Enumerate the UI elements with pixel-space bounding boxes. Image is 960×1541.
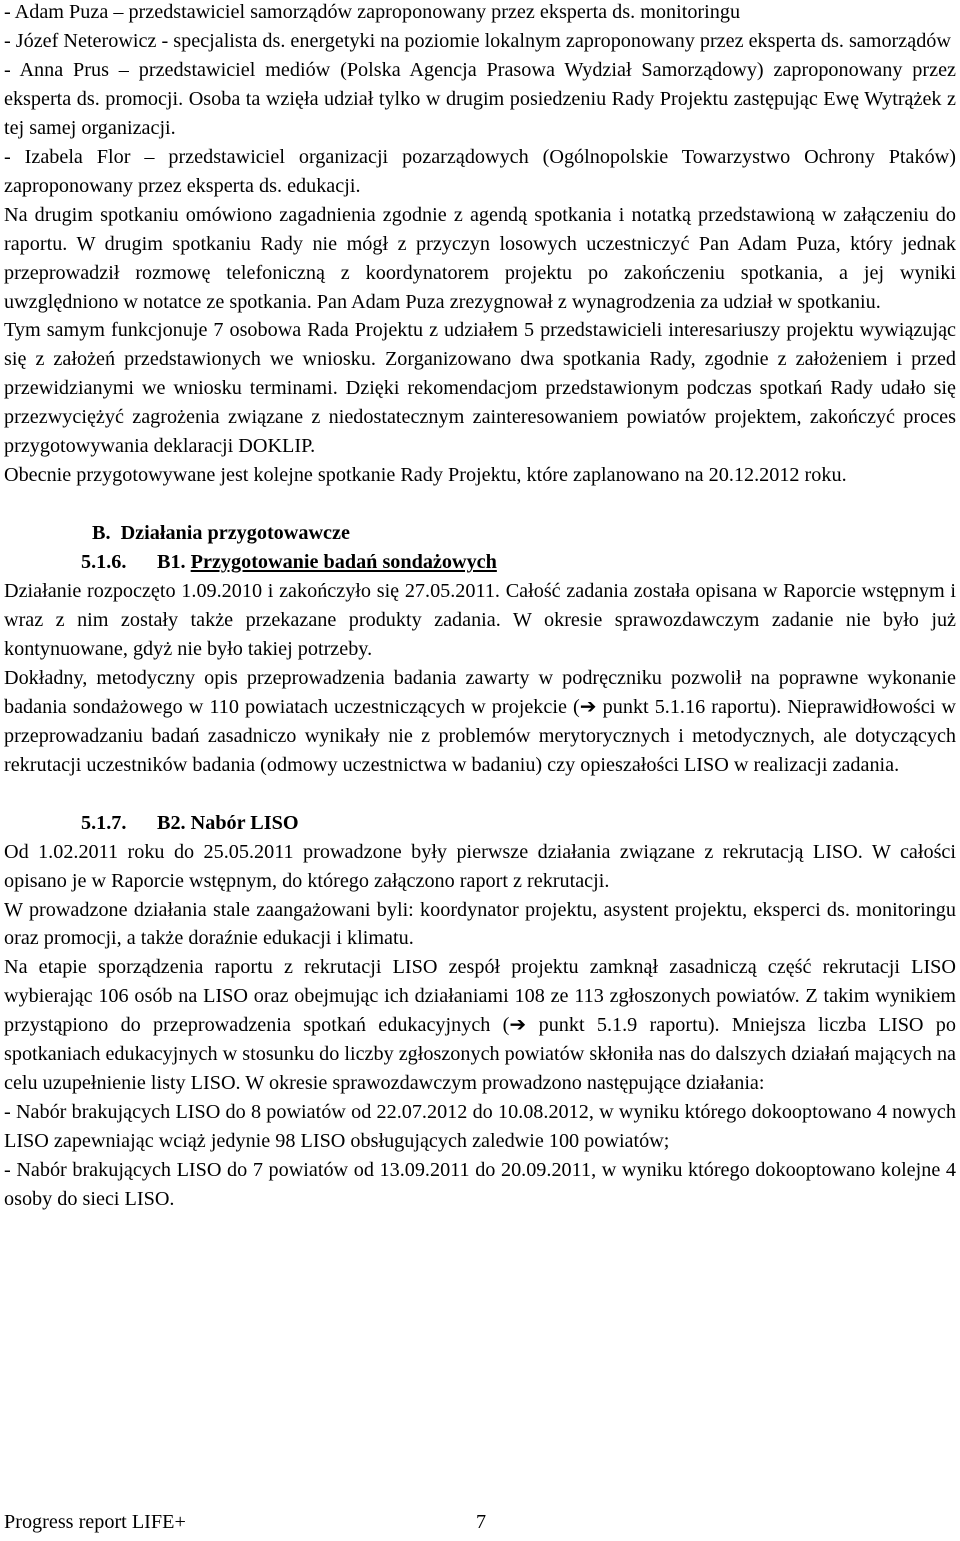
council-member-izabela-flor: - Izabela Flor – przedstawiciel organizacji pozarządowych (Ogólnopolskie Towarzystwo Ochrony Ptaków) zaproponowany przez eksperta ds. edukacji. [4, 145, 956, 197]
b2-paragraph-3-text-a: Na etapie sporządzenia raportu z rekrutacji LISO zespół projektu zamknął zasadniczą część rekrutacji LISO wybierając 106 osób na LISO oraz obejmując ich działaniami 108 ze 113 zgłoszonych powiatów. Z takim wynikiem przystąpiono do przeprowadzenia spotkań edukacyjnych ( [4, 956, 956, 1037]
b2-paragraph-3-text-b: punkt 5.1.9 raportu). Mniejsza liczba LISO po spotkaniach edukacyjnych w stosunku do liczby zgłoszonych powiatów skłoniła nas do dalszych działań mających na celu uzupełnienie listy LISO. W okresie sprawozdawczym prowadzono następujące działania: [4, 1014, 956, 1095]
b1-title: Przygotowanie badań sondażowych [190, 551, 497, 574]
b1-code: B1. [157, 551, 186, 574]
section-b-heading: B. Działania przygotowawcze [92, 522, 350, 545]
spacer [4, 490, 956, 519]
b1-paragraph-2 [4, 664, 956, 780]
b1-paragraph-1: Działanie rozpoczęto 1.09.2010 i zakończyło się 27.05.2011. Całość zadania została opisana w Raporcie wstępnym i wraz z nim zostały także przekazane produkty zadania. W okresie sprawozdawczym zadanie nie było już kontynuowane, gdyż nie było takiej potrzeby. [4, 580, 956, 660]
b2-paragraph-1: Od 1.02.2011 roku do 25.05.2011 prowadzone były pierwsze działania związane z rekrutacją LISO. W całości opisano je w Raporcie wstępnym, do którego załączono raport z rekrutacji. [4, 840, 956, 892]
arrow-right-icon: ➔ [579, 695, 597, 718]
document-page [4, 0, 956, 1214]
b1-paragraph-2-text-a: Dokładny, metodyczny opis przeprowadzenia badania zawarty w podręczniku pozwolił na poprawne wykonanie badania sondażowego w 110 powiatach uczestniczących w projekcie ( [4, 666, 956, 718]
council-member-jozef-neterowicz: - Józef Neterowicz - specjalista ds. energetyki na poziomie lokalnym zaproponowany przez eksperta ds. samorządów [4, 29, 951, 52]
council-member-anna-prus: - Anna Prus – przedstawiciel mediów (Polska Agencja Prasowa Wydział Samorządowy) zaproponowany przez eksperta ds. promocji. Osoba ta wzięła udział tylko w drugim posiedzeniu Rady Projektu zastępując Ewę Wytrążek z tej samej organizacji. [4, 58, 956, 139]
b2-heading [4, 809, 956, 838]
b2-title: Nabór LISO [190, 811, 299, 834]
b2-number: 5.1.7. [81, 811, 127, 834]
b1-number: 5.1.6. [81, 551, 127, 574]
council-member-adam-puza: - Adam Puza – przedstawiciel samorządów zaproponowany przez eksperta ds. monitoringu [4, 1, 741, 23]
b2-recruitment-item-2: - Nabór brakujących LISO do 7 powiatów od 13.09.2011 do 20.09.2011, w wyniku którego dokooptowano kolejne 4 osoby do sieci LISO. [4, 1159, 956, 1211]
b1-paragraph-2-text-b: punkt 5.1.16 raportu). Nieprawidłowości w przeprowadzaniu badań zasadniczo wynikały nie z problemów merytorycznych i metodycznych, ale dotyczących rekrutacji uczestników badania (odmowy uczestnictwa w badaniu) czy opieszałości LISO w realizacji zadania. [4, 695, 956, 776]
b2-paragraph-2: W prowadzone działania stale zaangażowani byli: koordynator projektu, asystent projektu, eksperci ds. monitoringu oraz promocji, a także doraźnie edukacji i klimatu. [4, 898, 956, 950]
next-meeting-paragraph: Obecnie przygotowywane jest kolejne spotkanie Rady Projektu, które zaplanowano na 20.12.2012 roku. [4, 464, 847, 487]
page-number: 7 [476, 1511, 487, 1533]
b1-heading [4, 548, 956, 577]
spacer [4, 780, 956, 809]
b2-recruitment-item-1: - Nabór brakujących LISO do 8 powiatów od 22.07.2012 do 10.08.2012, w wyniku którego dokooptowano 4 nowych LISO zapewniając wciąż jedynie 98 LISO obsługujących zaledwie 100 powiatów; [4, 1101, 956, 1153]
footer-title: Progress report LIFE+ [4, 1511, 186, 1533]
council-meeting-paragraph: Na drugim spotkaniu omówiono zagadnienia zgodnie z agendą spotkania i notatką przedstawioną w załączeniu do raportu. W drugim spotkaniu Rady nie mógł z przyczyn losowych uczestniczyć Pan Adam Puza, który jednak przeprowadził rozmowę telefoniczną z koordynatorem projektu po zakończeniu spotkania, a jej wyniki uwzględniono w notatce ze spotkania. Pan Adam Puza zrezygnował z wynagrodzenia za udział w spotkaniu. [4, 203, 956, 313]
council-summary-paragraph: Tym samym funkcjonuje 7 osobowa Rada Projektu z udziałem 5 przedstawicieli interesariuszy projektu wywiązując się z założeń przedstawionych we wniosku. Zorganizowano dwa spotkania Rady, zgodnie z założeniem i przed przewidzianymi we wniosku terminami. Dzięki rekomendacjom przedstawionym podczas spotkań Rady udało się przezwyciężyć zagrożenia związane z niedostatecznym zainteresowaniem powiatów projektem, zakończyć proces przygotowywania deklaracji DOKLIP. [4, 319, 956, 458]
b2-paragraph-3 [4, 953, 956, 1098]
b2-code: B2. [157, 811, 186, 834]
arrow-right-icon: ➔ [509, 1014, 527, 1037]
